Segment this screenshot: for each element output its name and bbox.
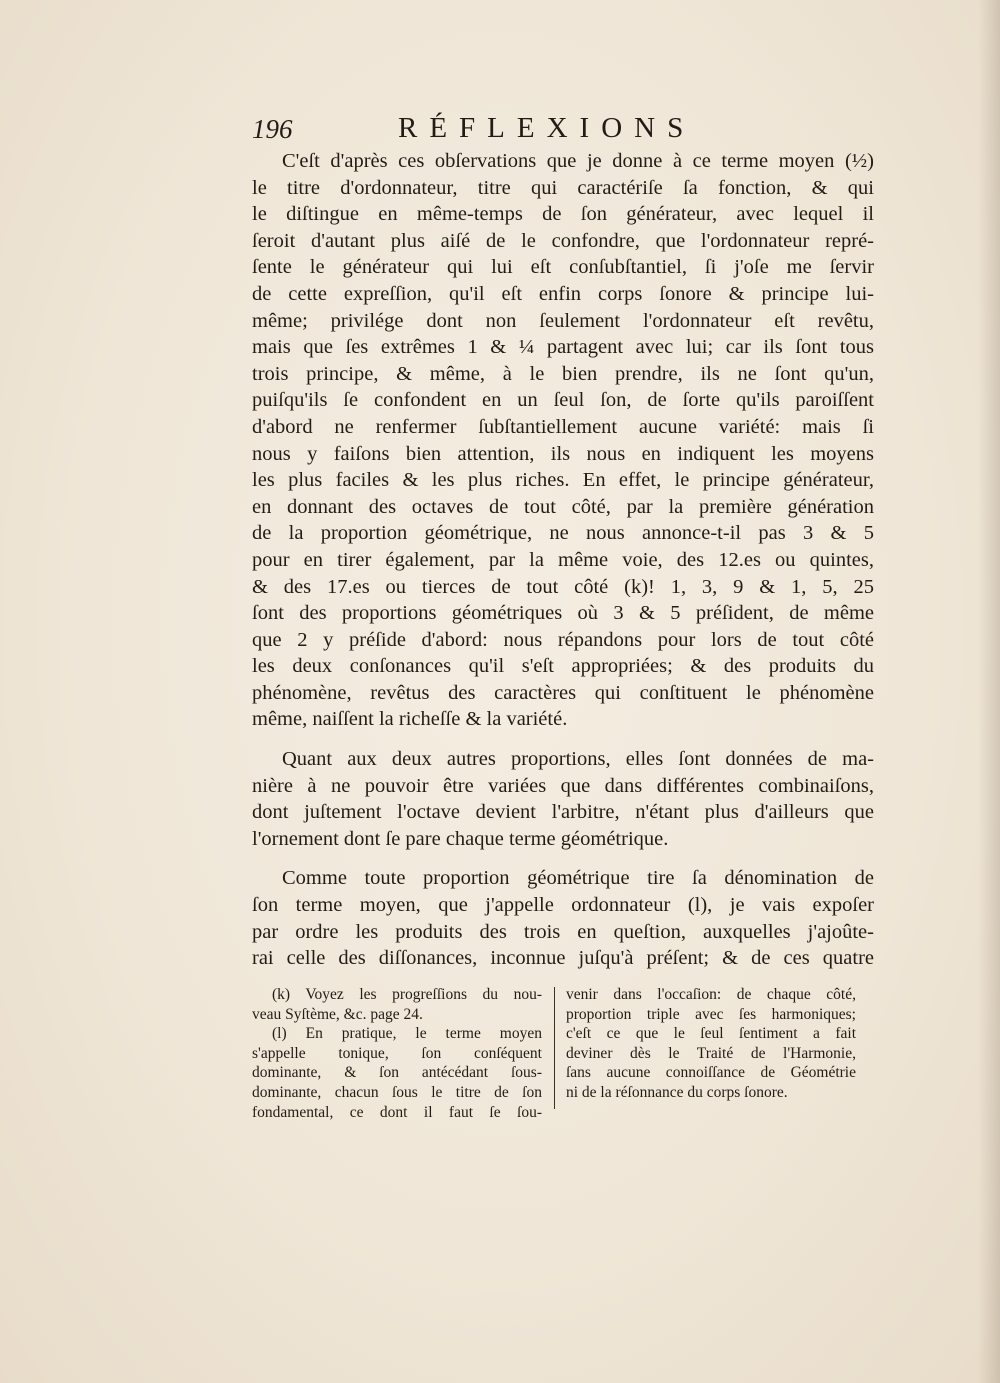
footnote-line: ni de la réſonnance du corps ſonore. [566,1083,788,1101]
footnote-column-rule [554,987,555,1109]
text-line: en donnant des octaves de tout côté, par la première génération [252,495,874,518]
text-line: ſon terme moyen, que j'appelle ordonnateur (l), je vais expoſer [252,894,874,917]
footnote-line: proportion triple avec ſes harmoniques; [566,1005,856,1023]
text-line: par ordre les produits des trois en queſtion, auxquelles j'ajoûte- [252,920,874,943]
paragraph-3 [252,865,874,971]
text-line: que 2 y préſide d'abord: nous répandons pour lors de tout côté [252,628,874,651]
text-line: l'ornement dont ſe pare chaque terme géométrique. [252,827,669,850]
paragraph-1 [252,148,874,733]
text-line: dont juſtement l'octave devient l'arbitre, n'étant plus d'ailleurs que [252,801,874,824]
running-title: RÉFLEXIONS [398,112,696,144]
text-line: de la proportion géométrique, ne nous annonce-t-il pas 3 & 5 [252,522,874,545]
text-line: les plus faciles & les plus riches. En effet, le principe générateur, [252,469,874,492]
text-line: puiſqu'ils ſe confondent en un ſeul ſon, de ſorte qu'ils paroiſſent [252,389,874,412]
footnote-line: dominante, & ſon antécédant ſous- [252,1064,542,1082]
text-line: ſont des proportions géométriques où 3 & 5 préſident, de même [252,602,874,625]
text-line: trois principe, & même, à le bien prendre, ils ne ſont qu'un, [252,362,874,385]
text-line: nière à ne pouvoir être variées que dans différentes combinaiſons, [252,774,874,797]
text-line: même, naiſſent la richeſſe & la variété. [252,708,568,731]
page-header [252,112,870,148]
footnote-line: s'appelle tonique, ſon conſéquent [252,1044,542,1062]
footnote-line: dominante, chacun ſous le titre de ſon [252,1083,542,1101]
footnote-line: (l) En pratique, le terme moyen [272,1025,542,1043]
text-line: d'abord ne renfermer ſubſtantiellement aucune variété: mais ſi [252,415,874,438]
footnote-column-left [252,985,542,1122]
footnote-line: veau Syſtème, &c. page 24. [252,1005,423,1023]
footnote-line: (k) Voyez les progreſſions du nou- [272,986,542,1003]
footnote-line: ſans aucune connoiſſance de Géométrie [566,1064,856,1082]
text-line: ſente le générateur qui lui eſt conſubſtantiel, ſi j'oſe me ſervir [252,256,874,279]
text-line: nous y faiſons bien attention, ils nous en indiquent les moyens [252,442,874,465]
footnote-line: deviner dès le Traité de l'Harmonie, [566,1044,856,1062]
main-text [252,148,874,972]
text-line: Quant aux deux autres proportions, elles ſont données de ma- [282,748,874,771]
footnote-column-right [566,985,856,1103]
text-line: C'eſt d'après ces obſervations que je donne à ce terme moyen (½) [282,150,874,172]
text-line: rai celle des diſſonances, inconnue juſqu'à préſent; & de ces quatre [252,947,874,970]
text-line: & des 17.es ou tierces de tout côté (k)! 1, 3, 9 & 1, 5, 25 [252,575,874,598]
paragraph-gap [252,733,874,746]
footnotes [252,985,874,1125]
text-line: ſeroit d'autant plus aiſé de le confondre, que l'ordonnateur repré- [252,229,874,252]
text-line: pour en tirer également, par la même voie, des 12.es ou quintes, [252,548,874,571]
text-line: les deux conſonances qu'il s'eſt appropriées; & des produits du [252,655,874,678]
text-line: même; privilége dont non ſeulement l'ordonnateur eſt revêtu, [252,309,874,332]
text-line: phénomène, revêtus des caractères qui conſtituent le phénomène [252,681,874,704]
paragraph-2 [252,746,874,852]
text-line: de cette expreſſion, qu'il eſt enfin corps ſonore & principe lui- [252,282,874,305]
text-line: Comme toute proportion géométrique tire ſa dénomination de [282,867,874,890]
page-number: 196 [252,114,293,144]
text-line: mais que ſes extrêmes 1 & ¼ partagent avec lui; car ils ſont tous [252,336,874,359]
footnote-line: venir dans l'occaſion: de chaque côté, [566,986,856,1003]
text-line: le diſtingue en même-temps de ſon générateur, avec lequel il [252,203,874,226]
footnote-line: c'eſt ce que le ſeul ſentiment a fait [566,1025,856,1043]
footnote-line: fondamental, ce dont il faut ſe ſou- [252,1103,542,1121]
paragraph-gap [252,852,874,865]
page-edge-shadow [978,0,1000,1383]
text-line: le titre d'ordonnateur, titre qui caractériſe ſa fonction, & qui [252,176,874,199]
